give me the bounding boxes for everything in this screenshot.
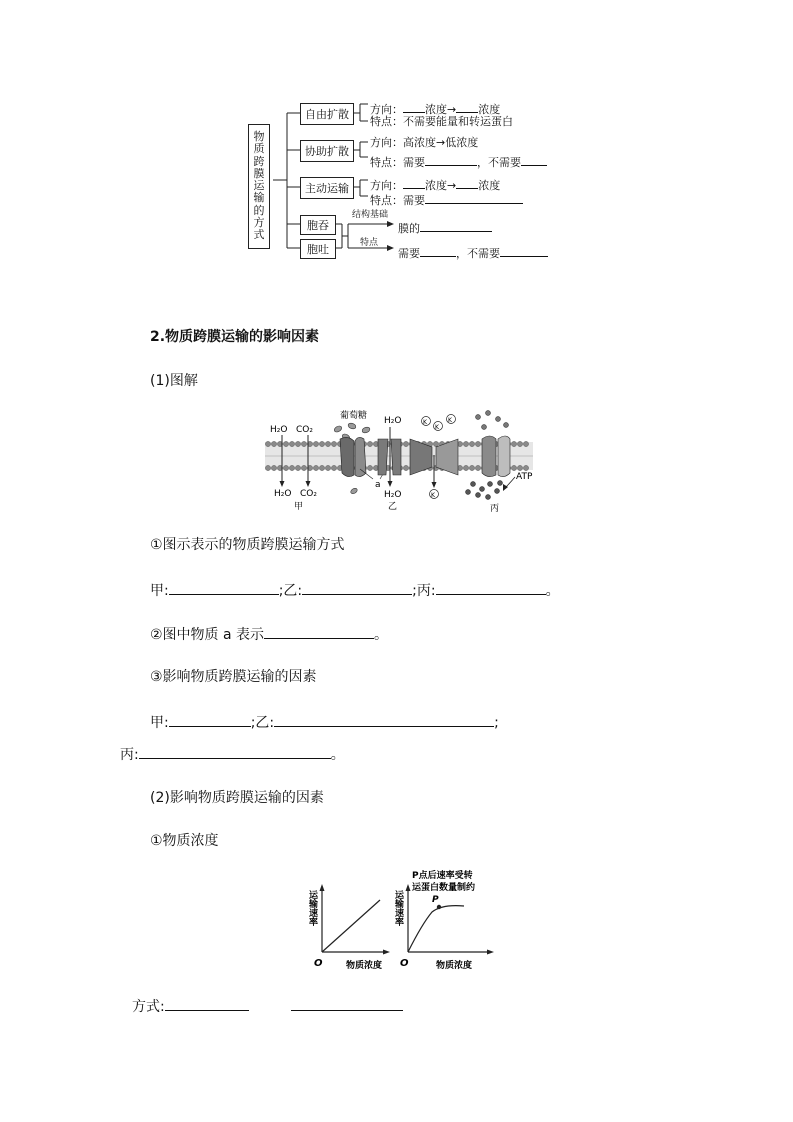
exocytosis-box: 胞吐 [300,239,336,259]
point-p-label: P [432,895,439,905]
answer-blank-jia[interactable] [169,580,279,595]
answer-blank-factor-jia[interactable] [169,712,251,727]
blank[interactable] [456,174,478,189]
q2-line: ②图中物质 a 表示 。 [150,624,388,644]
structure-basis-label: 结构基础 [352,210,389,220]
answer-blank-method1[interactable] [165,996,249,1011]
linear-curve [322,900,380,952]
blank[interactable] [403,98,425,113]
blank[interactable] [521,151,547,166]
blank[interactable] [420,242,456,257]
label-bing: 丙 [490,504,500,514]
q3-answer-line2: 丙: 。 [120,744,345,764]
graph1-origin: O [314,958,323,969]
h2o-channel-top: H₂O [384,416,402,426]
label-jia: 甲 [294,502,304,512]
carrier-left [340,437,354,476]
aquaporin-left [378,439,388,475]
pump-right [498,436,510,477]
k-ion-label: K [435,424,439,431]
point-p-marker [437,905,441,909]
graph2-annotation-line1: P点后速率受转 [412,871,473,881]
answer-blank-factor-bing[interactable] [139,744,331,759]
free-diffusion-feature: 特点：不需要能量和转运蛋白 [370,115,513,128]
facilitated-diffusion-box: 协助扩散 [300,140,354,162]
atp-label: ATP [516,472,533,482]
carrier-right [355,437,366,476]
aquaporin-right [391,439,401,475]
solute-bottom [466,481,503,500]
solute-top [476,411,509,430]
h2o-bottom-label: H₂O [274,489,292,499]
free-diffusion-direction: 方向： 浓度→ 浓度 [370,98,500,116]
facilitated-direction: 方向：高浓度→低浓度 [370,136,479,149]
graph1-ylabel: 运输速率 [307,890,317,926]
graph2-xlabel: 物质浓度 [436,961,473,971]
concept-map-root: 物质跨膜运输的方式 [248,124,270,249]
active-feature: 特点：需要 [370,189,523,207]
graph2-annotation-line2: 运蛋白数量制约 [412,883,476,893]
answer-blank-yi[interactable] [302,580,412,595]
sub1-title: (1)图解 [150,373,198,389]
membrane-figure [260,405,540,515]
q3-answer-line1: 甲: ;乙: ; [150,712,499,732]
graph2-ylabel: 运输速率 [393,890,403,926]
graph1-xlabel: 物质浓度 [346,961,383,971]
k-ion-label: K [448,417,452,424]
h2o-top-label: H₂O [270,425,288,435]
answer-blank-method2[interactable] [291,996,403,1011]
concentration-title: ①物质浓度 [150,833,219,849]
endo-exo-feature: 需要 ，不需要 [398,242,548,260]
blank[interactable] [425,189,523,204]
graph2-origin: O [400,958,409,969]
blank[interactable] [403,174,425,189]
method-line: 方式: [132,996,403,1016]
free-diffusion-box: 自由扩散 [300,103,354,125]
active-transport-box: 主动运输 [300,177,354,199]
concentration-graphs [300,866,500,978]
active-direction: 方向： 浓度→ 浓度 [370,174,500,192]
feature-label: 特点 [360,238,379,248]
q1-answer-line: 甲: ;乙: ;丙: 。 [150,580,560,600]
k-ion-label: K [431,492,435,499]
blank[interactable] [456,98,478,113]
co2-top-label: CO₂ [296,425,313,435]
endocytosis-box: 胞吞 [300,215,336,235]
q3-text: ③影响物质跨膜运输的因素 [150,669,317,685]
membrane-line: 膜的 [398,217,492,235]
q1-text: ①图示表示的物质跨膜运输方式 [150,537,345,553]
answer-blank-factor-yi[interactable] [274,712,494,727]
pump-left [482,436,496,477]
co2-bottom-label: CO₂ [300,489,317,499]
k-ion-label: K [423,419,427,426]
blank[interactable] [500,242,548,257]
h2o-channel-bottom: H₂O [384,490,402,500]
facilitated-feature: 特点：需要 ，不需要 [370,151,547,169]
answer-blank-bing[interactable] [436,580,546,595]
saturation-curve [408,906,464,952]
label-a: a [375,480,381,490]
label-yi: 乙 [388,502,398,512]
section2-title: 2.物质跨膜运输的影响因素 [150,329,320,345]
blank[interactable] [425,151,477,166]
blank[interactable] [420,217,492,232]
sub2-title: (2)影响物质跨膜运输的因素 [150,790,324,806]
answer-blank-a[interactable] [264,624,374,639]
glucose-label: 葡萄糖 [340,411,368,421]
